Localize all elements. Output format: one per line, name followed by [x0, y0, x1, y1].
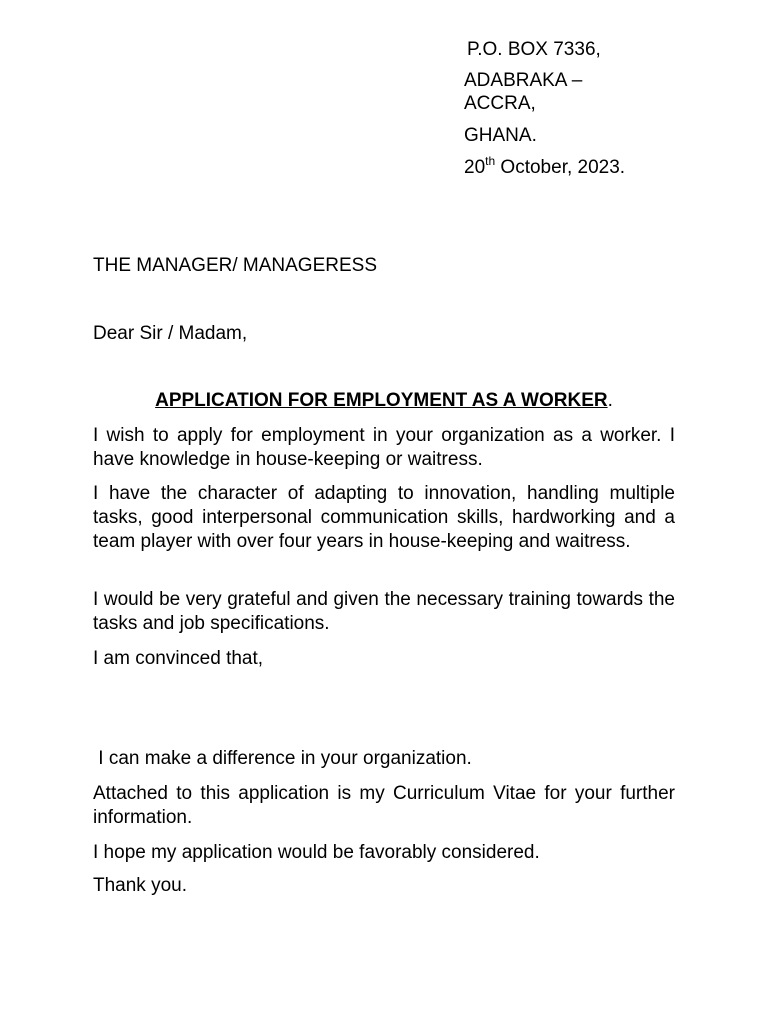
address-city: ACCRA, [464, 93, 536, 114]
letter-date [464, 156, 625, 180]
subject-line [93, 389, 675, 413]
address-po-box: P.O. BOX 7336, [467, 39, 601, 60]
salutation: Dear Sir / Madam, [93, 323, 248, 344]
body-paragraph-3: I would be very grateful and given the necessary training towards the tasks and job specifications. [93, 589, 675, 634]
date-suffix: th [485, 154, 496, 168]
date-day: 20 [464, 157, 486, 178]
address-country: GHANA. [464, 125, 537, 146]
subject-end-punct: . [607, 390, 613, 411]
body-paragraph-5: I can make a difference in your organization. [93, 748, 472, 769]
recipient: THE MANAGER/ MANAGERESS [93, 255, 377, 276]
subject-title: APPLICATION FOR EMPLOYMENT AS A WORKER [155, 390, 608, 411]
address-area: ADABRAKA – [464, 70, 583, 91]
body-paragraph-6: Attached to this application is my Curriculum Vitae for your further information. [93, 783, 675, 828]
body-paragraph-7: I hope my application would be favorably considered. [93, 842, 540, 863]
body-paragraph-4: I am convinced that, [93, 648, 264, 669]
body-paragraph-2: I have the character of adapting to innovation, handling multiple tasks, good interpersonal communication skills, hardworking and a team player with over four years in house-keeping and waitress. [93, 483, 675, 552]
closing-thanks: Thank you. [93, 875, 187, 896]
date-rest: October, 2023. [495, 157, 626, 178]
body-paragraph-1: I wish to apply for employment in your organization as a worker. I have knowledge in house-keeping or waitress. [93, 425, 675, 470]
